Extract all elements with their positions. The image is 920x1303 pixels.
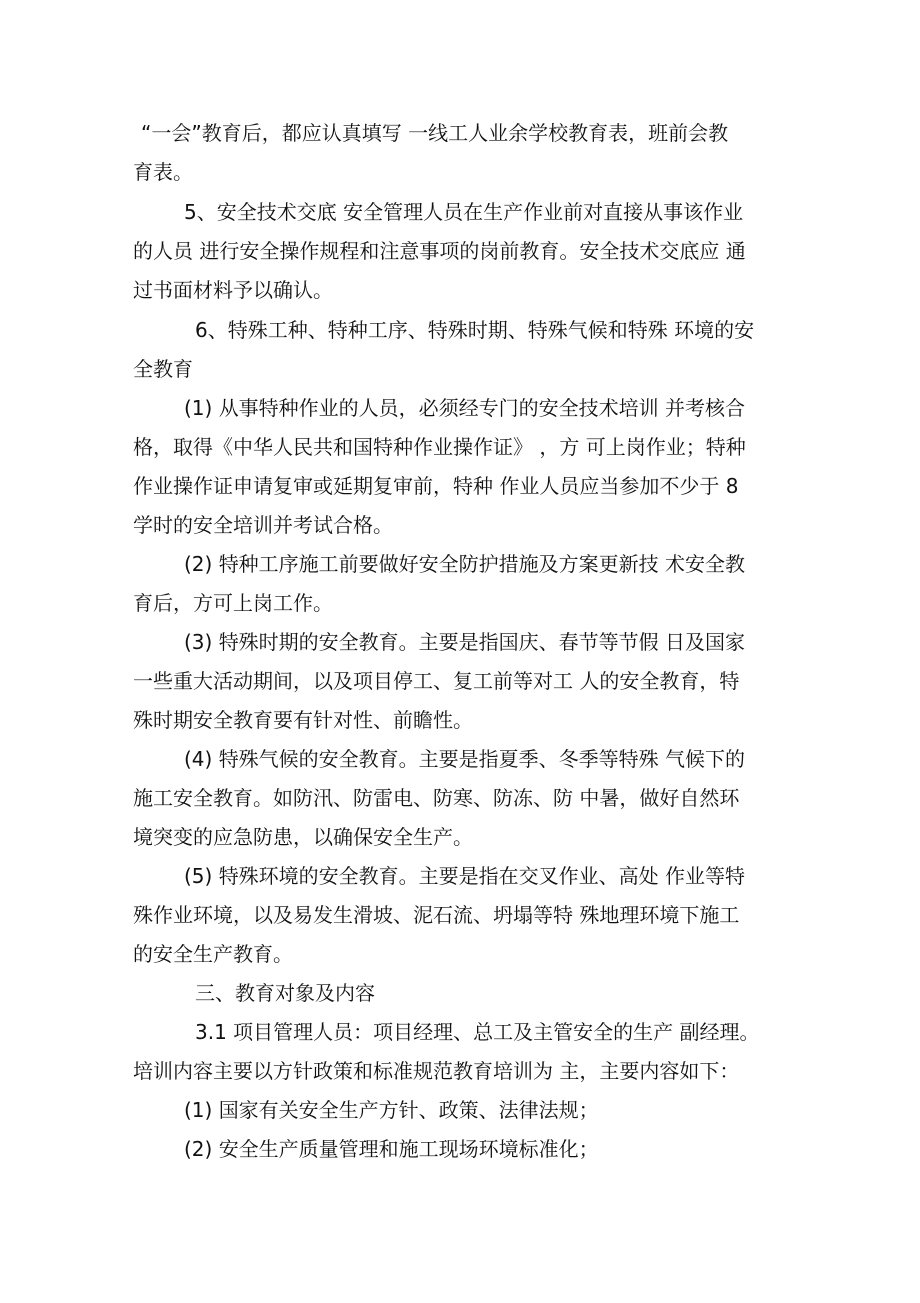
text-line: 过书面材料予以确认。 <box>133 278 333 302</box>
section-heading: 三、教育对象及内容 <box>195 981 375 1005</box>
text-line: 的安全生产教育。 <box>133 942 293 966</box>
text-line: 殊作业环境，以及易发生滑坡、泥石流、坍塌等特 殊地理环境下施工 <box>133 903 740 927</box>
text-line: 培训内容主要以方针政策和标准规范教育培训为 主，主要内容如下： <box>133 1059 740 1083</box>
text-line: (2) 特种工序施工前要做好安全防护措施及方案更新技 术安全教 <box>184 552 746 576</box>
text-line: 格，取得《中华人民共和国特种作业操作证》 ，方 可上岗作业；特种 <box>133 435 746 459</box>
text-line: (1) 从事特种作业的人员，必须经专门的安全技术培训 并考核合 <box>184 396 746 420</box>
text-line: 6、特殊工种、特种工序、特殊时期、特殊气候和特殊 环境的安 <box>195 318 755 342</box>
text-line: (5) 特殊环境的安全教育。主要是指在交叉作业、高处 作业等特 <box>184 864 746 888</box>
text-line: 全教育 <box>133 357 193 381</box>
text-line: (1) 国家有关安全生产方针、政策、法律法规； <box>184 1098 599 1122</box>
text-line: 的人员 进行安全操作规程和注意事项的岗前教育。安全技术交底应 通 <box>133 239 746 263</box>
text-line: 育后，方可上岗工作。 <box>133 591 333 615</box>
text-line: (2) 安全生产质量管理和施工现场环境标准化； <box>184 1137 599 1161</box>
text-line: 学时的安全培训并考试合格。 <box>133 513 393 537</box>
text-line: 5、安全技术交底 安全管理人员在生产作业前对直接从事该作业 <box>184 200 744 224</box>
text-line: (4) 特殊气候的安全教育。主要是指夏季、冬季等特殊 气候下的 <box>184 747 746 771</box>
text-line: 育表。 <box>133 160 193 184</box>
text-line: 一些重大活动期间，以及项目停工、复工前等对工 人的安全教育，特 <box>133 669 740 693</box>
text-line: 境突变的应急防患，以确保安全生产。 <box>133 825 473 849</box>
text-line: 施工安全教育。如防汛、防雷电、防寒、防冻、防 中暑，做好自然环 <box>133 786 740 810</box>
text-line: 殊时期安全教育要有针对性、前瞻性。 <box>133 708 473 732</box>
text-line: 3.1 项目管理人员：项目经理、总工及主管安全的生产 副经理。 <box>195 1020 760 1044</box>
text-line: (3) 特殊时期的安全教育。主要是指国庆、春节等节假 日及国家 <box>184 630 746 654</box>
text-line: “一会”教育后，都应认真填写 一线工人业余学校教育表，班前会教 <box>141 121 729 145</box>
text-line: 作业操作证申请复审或延期复审前，特种 作业人员应当参加不少于 8 <box>133 474 739 498</box>
